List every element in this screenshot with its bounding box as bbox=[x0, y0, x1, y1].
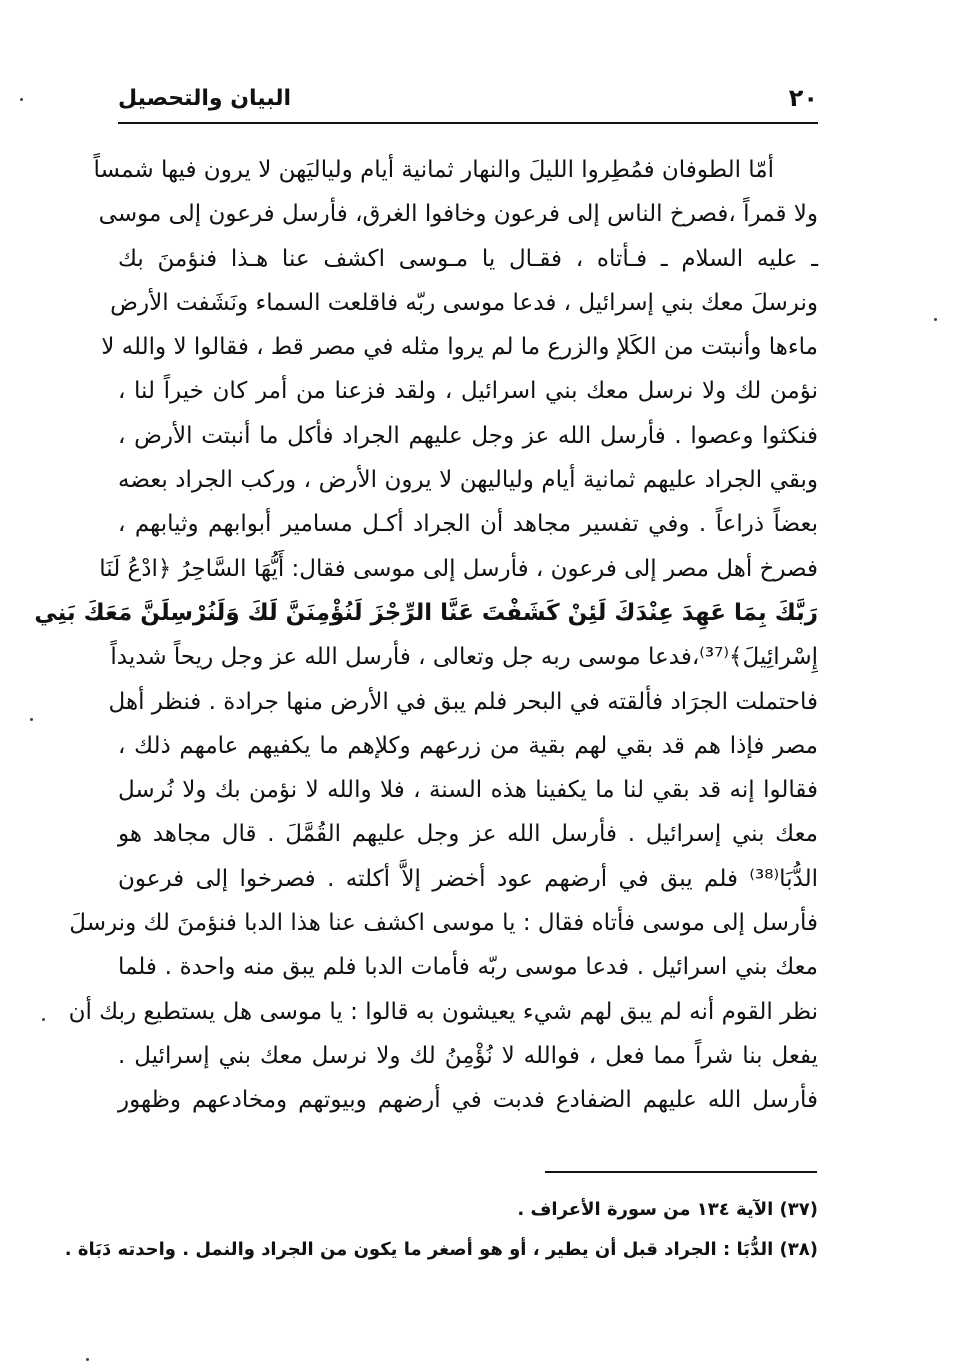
footnote-37: (٣٧) الآية ١٣٤ من سورة الأعراف . bbox=[517, 1199, 818, 1220]
scan-speck bbox=[20, 98, 23, 101]
text-line: معك بني اسرائيل . فدعا موسى ربّه فأمات الدبا فلم يبق منه واحدة . فلما bbox=[118, 954, 818, 981]
text-line: فصرخ أهل مصر إلى فرعون ، فأرسل إلى موسى فقال: أَيُّهَا السَّاحِرُ ﴿ادْعُ لَنَا bbox=[99, 555, 818, 582]
page-header bbox=[118, 84, 818, 120]
text-line: وبقي الجراد عليهم ثمانية أيام ولياليهن لا يرون الأرض ، وركب الجراد بعضه bbox=[118, 467, 818, 494]
running-title: البيان والتحصيل bbox=[118, 86, 292, 111]
footnote-divider bbox=[545, 1171, 817, 1173]
text-line: بعضاً ذراعاً . وفي تفسير مجاهد أن الجراد أكـل مسامير أبوابهم وثيابهم ، bbox=[118, 511, 818, 538]
scan-speck bbox=[86, 1358, 89, 1361]
text-line: فأرسل الله عليهم الضفادع فدبت في أرضهم وبيوتهم ومخادعهم وظهور bbox=[118, 1087, 818, 1114]
text-line: فنكثوا وعصوا . فأرسل الله عز وجل عليهم الجراد فأكل ما أنبتت الأرض ، bbox=[118, 422, 818, 449]
text-line: إِسْرائِيلَ﴾⁽³⁷⁾،فدعا موسى ربه جل وتعالى ، فأرسل الله عز وجل ريحاً شديداً bbox=[110, 644, 818, 671]
text-line: ـ عليه السلام ـ فـأتاه ، فقـال يا مـوسى اكشف عنا هـذا فنؤمنَ بك bbox=[118, 245, 818, 272]
text-line: فقالوا إنه قد بقي لنا ما يكفينا هذه السنة ، فلا والله لا نؤمن بك ولا نُرسل bbox=[118, 777, 818, 804]
text-line: نؤمن لك ولا نرسل معك بني اسرائيل ، ولقد فزعنا من أمر كان خيراً لنا ، bbox=[118, 378, 818, 405]
footnotes bbox=[64, 1190, 818, 1270]
text-line: الدُّبَا⁽³⁸⁾ فلم يبق في أرضهم عود أخضر إلاَّ أكلته . فصرخوا إلى فرعون bbox=[118, 865, 818, 892]
scan-speck bbox=[934, 318, 937, 321]
quran-verse-line: رَبَّكَ بِمَا عَهِدَ عِنْدَكَ لَئِنْ كَشَفْتَ عَنَّا الرِّجْزَ لَنُؤْمِنَنَّ لَكَ وَلَنُرْسِلَنَّ مَعَكَ بَنِي bbox=[34, 599, 818, 626]
text-line: ولا قمراً ،فصرخ الناس إلى فرعون وخافوا الغرق، فأرسل فرعون إلى موسى bbox=[98, 201, 818, 228]
text-line: يفعل بنا شراً مما فعل ، فوالله لا نُؤْمِنُ لك ولا نرسل معك بني إسرائيل . bbox=[118, 1042, 818, 1069]
text-line: معك بني إسرائيل . فأرسل الله عز وجل عليهم القُمَّلَ . قال مجاهد هو bbox=[118, 821, 818, 848]
text-line: مصر فإذا هم قد بقي لهم بقية من زرعهم وكلإهم ما يكفيهم عامهم ذلك ، bbox=[118, 732, 818, 759]
text-line: نظر القوم أنه لم يبق لهم شيء يعيشون به قالوا : يا موسى هل يستطيع ربك أن bbox=[68, 998, 818, 1025]
text-line: فأرسل إلى موسى فأتاه فقال : يا موسى اكشف عنا هذا الدبا فنؤمنَ لك ونرسلَ bbox=[69, 910, 818, 937]
scan-speck bbox=[42, 1018, 45, 1021]
footnote-38: (٣٨) الدُّبَا : الجراد قبل أن يطير ، أو هو أصغر ما يكون من الجراد والنمل . واحدته دَبَاة . bbox=[64, 1239, 818, 1260]
text-line: فاحتملت الجرَاد فألقته في البحر فلم يبق في الأرض منها جرادة . فنظر أهل bbox=[108, 688, 818, 715]
header-divider bbox=[118, 122, 818, 124]
scan-speck bbox=[30, 718, 33, 721]
text-line: ونرسلَ معك بني إسرائيل ، فدعا موسى ربّه فاقلعت السماء ونَشَفت الأرض bbox=[110, 289, 818, 316]
body-text bbox=[34, 148, 818, 1123]
text-line: ماءها وأنبتت من الكَلإ والزرع ما لم يروا مثله في مصر قط ، فقالوا لا والله لا bbox=[101, 334, 818, 361]
text-line: أمّا الطوفان فمُطِروا الليلَ والنهار ثمانية أيام ولياليَهن لا يرون فيها شمساً bbox=[93, 157, 774, 183]
page-number: ٢٠ bbox=[788, 84, 818, 112]
